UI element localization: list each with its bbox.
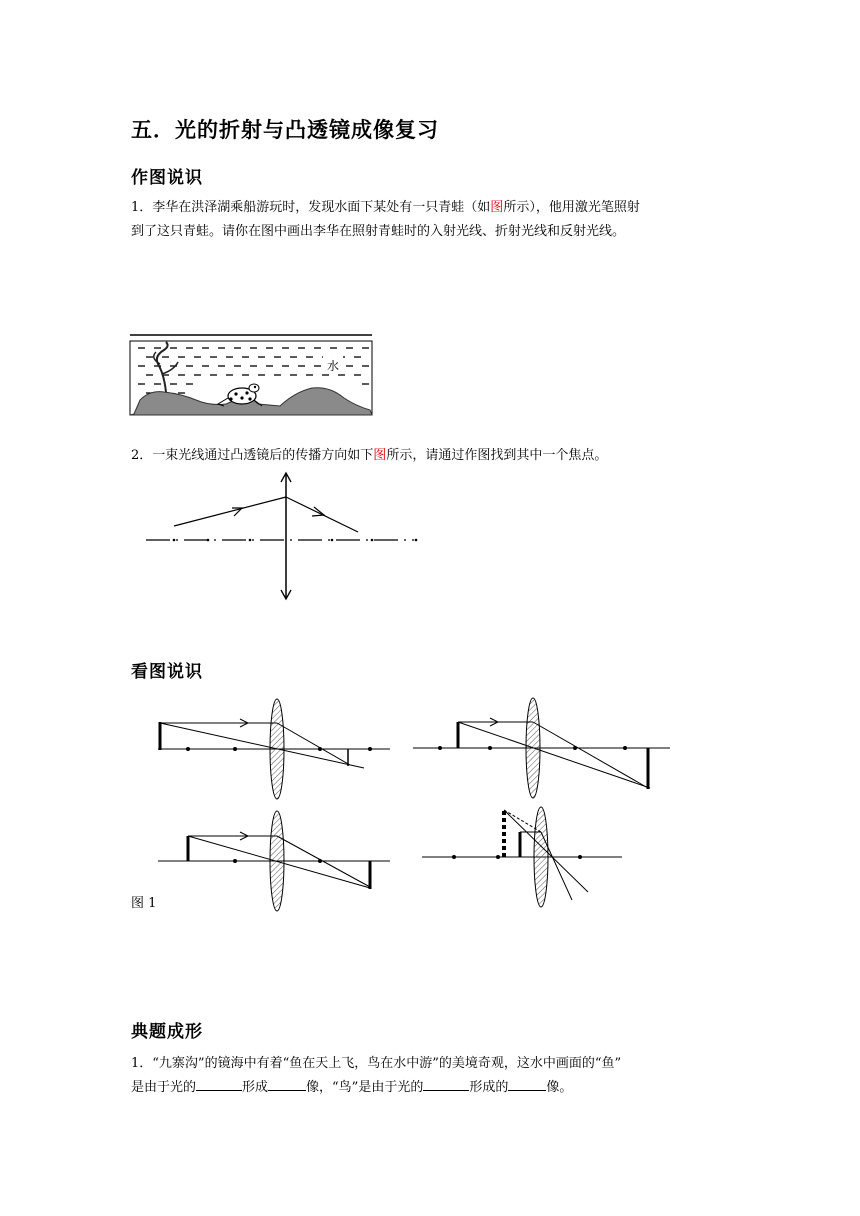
question-2-text <box>131 444 751 468</box>
figure-caption: 图 1 <box>131 896 157 911</box>
answer-blank-2[interactable] <box>268 1077 306 1091</box>
refracted-ray <box>286 497 358 532</box>
question-text: 形成的 <box>469 1080 509 1095</box>
section-heading-drawing: 作图说识 <box>131 168 203 188</box>
question-text: 像。 <box>546 1080 573 1095</box>
imaging-figure-c <box>158 811 390 911</box>
question-text: 所示，请通过作图找到其中一个焦点。 <box>386 448 608 463</box>
convex-lens-ray-figure <box>140 470 430 602</box>
lens-imaging-figures <box>140 692 680 902</box>
question-text-line1: 1．“九寨沟”的镜海中有着“鱼在天上飞，鸟在水中游”的美境奇观，这水中画面的“鱼” <box>131 1056 622 1071</box>
imaging-figure-b <box>413 698 670 798</box>
section-heading-reading: 看图说识 <box>131 662 203 682</box>
question-1-text <box>131 196 751 244</box>
answer-blank-4[interactable] <box>508 1077 546 1091</box>
question-text-line2: 到了这只青蛙。请你在图中画出李华在照射青蛙时的入射光线、折射光线和反射光线。 <box>131 224 626 239</box>
water-label: 水 <box>326 359 340 373</box>
answer-blank-3[interactable] <box>423 1077 469 1091</box>
question-number: 2． <box>131 448 153 463</box>
answer-blank-1[interactable] <box>196 1077 242 1091</box>
question-text: 李华在洪泽湖乘船游玩时，发现水面下某处有一只青蛙（如 <box>152 200 491 215</box>
section-heading-typical: 典题成形 <box>131 1022 203 1042</box>
question-text: 所示），他用激光笔照射 <box>503 200 640 215</box>
figure-link[interactable]: 图 <box>490 200 504 215</box>
question-text: 形成 <box>242 1080 269 1095</box>
question-text: 是由于光的 <box>131 1080 197 1095</box>
imaging-figure-d <box>422 807 622 907</box>
frog-water-figure <box>130 334 372 416</box>
typical-question-1 <box>131 1052 751 1100</box>
incident-ray <box>174 497 286 526</box>
question-text: 一束光线通过凸透镜后的传播方向如下 <box>152 448 374 463</box>
page-title: 五．光的折射与凸透镜成像复习 <box>131 118 439 142</box>
question-text: 像，“鸟”是由于光的 <box>306 1080 424 1095</box>
figure-link[interactable]: 图 <box>373 448 387 463</box>
question-number: 1． <box>131 200 153 215</box>
imaging-figure-a <box>158 699 390 799</box>
